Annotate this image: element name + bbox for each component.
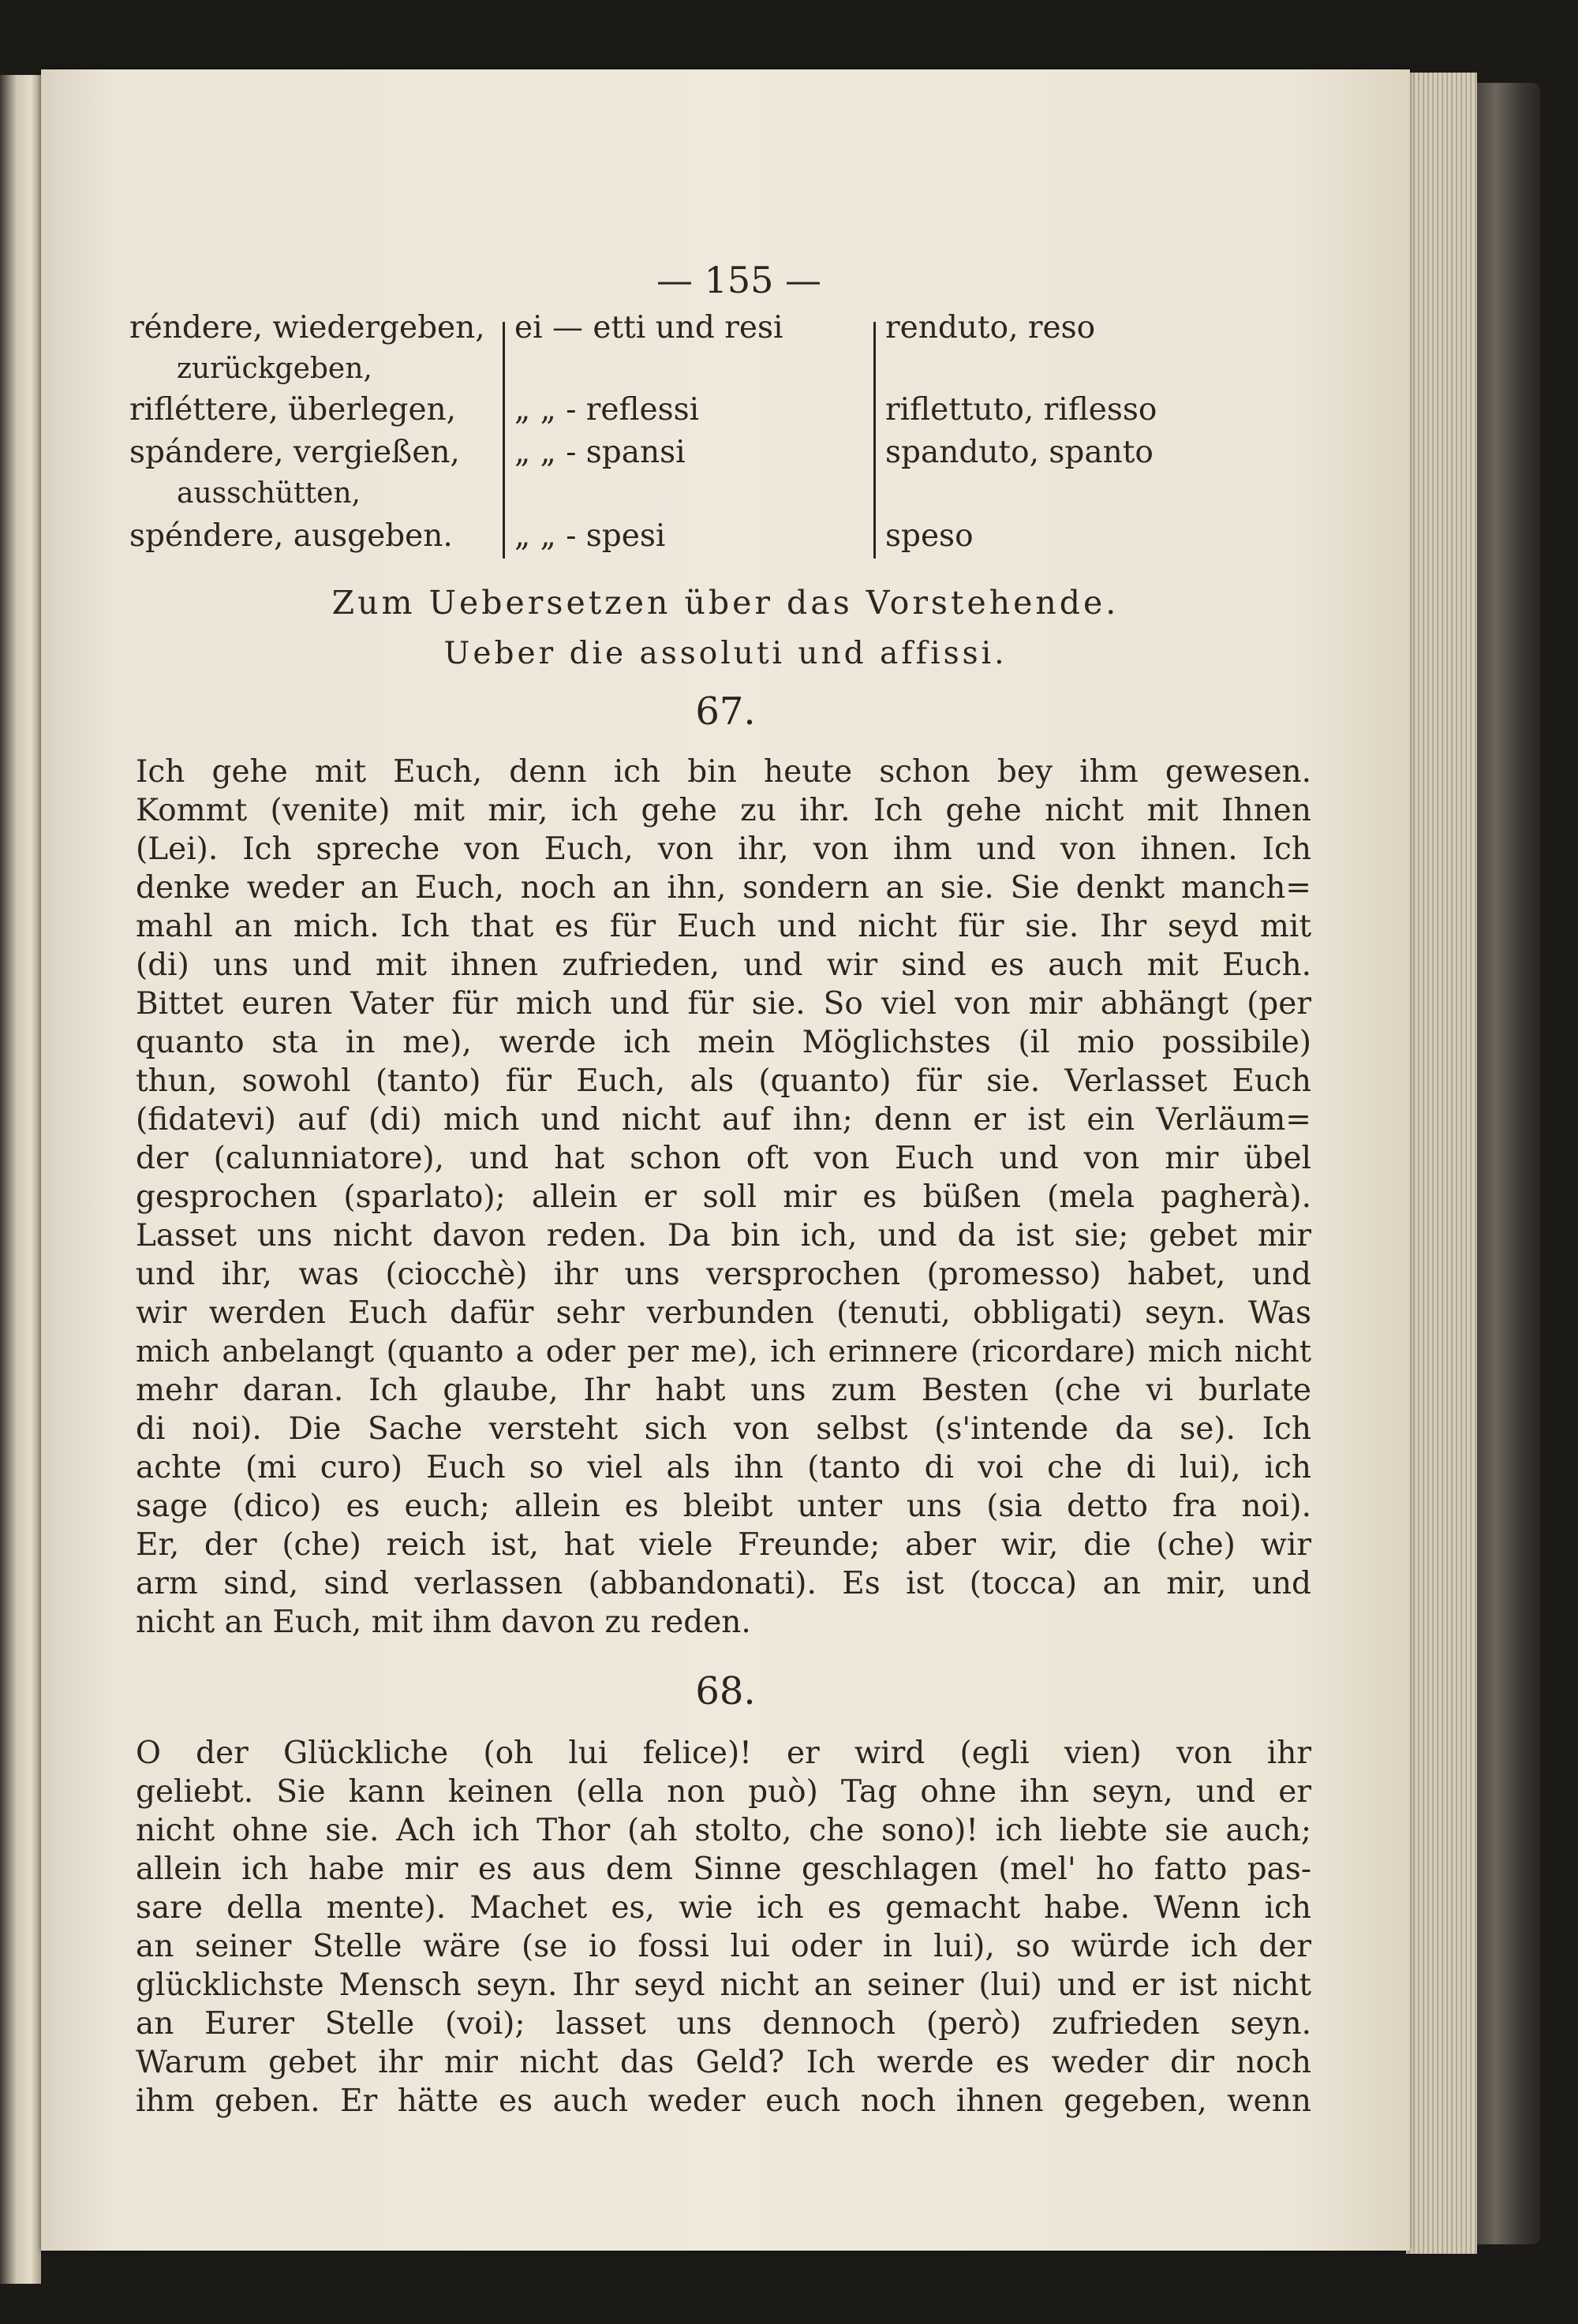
- text-line: geliebt. Sie kann keinen (ella non può) Tag ohne ihn seyn, und er: [136, 1774, 1311, 1810]
- table-col1-row5: ausschütten,: [177, 477, 361, 510]
- table-col3-row3: spanduto, spanto: [885, 435, 1154, 470]
- text-line: mehr daran. Ich glaube, Ihr habt uns zum Besten (che vi burlate: [136, 1373, 1311, 1408]
- table-col3-row2: riflettuto, riflesso: [885, 392, 1157, 428]
- table-col1-row3: rifléttere, überlegen,: [129, 392, 457, 428]
- text-line: quanto sta in me), werde ich mein Möglichstes (il mio possibile): [136, 1025, 1311, 1060]
- table-col3-row4: speso: [885, 518, 974, 554]
- heading-exercise: Zum Uebersetzen über das Vorstehende.: [331, 584, 1120, 622]
- text-line: Er, der (che) reich ist, hat viele Freunde; aber wir, die (che) wir: [136, 1527, 1311, 1563]
- text-line: Warum gebet ihr mir nicht das Geld? Ich werde es weder dir noch: [136, 2045, 1311, 2080]
- table-col2-row1: ei — etti und resi: [514, 310, 783, 346]
- text-line: Lasset uns nicht davon reden. Da bin ich, und da ist sie; gebet mir: [136, 1218, 1311, 1254]
- text-line: glücklichste Mensch seyn. Ihr seyd nicht an seiner (lui) und er ist nicht: [136, 1967, 1311, 2003]
- text-line: (fidatevi) auf (di) mich und nicht auf ihn; denn er ist ein Verläum=: [136, 1102, 1311, 1138]
- text-line: an Eurer Stelle (voi); lasset uns dennoch (però) zufrieden seyn.: [136, 2006, 1311, 2042]
- table-col2-row2: „ „ - reflessi: [514, 392, 700, 428]
- heading-subtitle: Ueber die assoluti und affissi.: [443, 636, 1008, 671]
- text-line: Kommt (venite) mit mir, ich gehe zu ihr. Ich gehe nicht mit Ihnen: [136, 793, 1311, 828]
- section-number-67: 67.: [695, 689, 756, 734]
- table-divider-1: [503, 322, 505, 559]
- text-line: der (calunniatore), und hat schon oft von Euch und von mir übel: [136, 1141, 1311, 1176]
- text-line: Ich gehe mit Euch, denn ich bin heute schon bey ihm gewesen.: [136, 754, 1311, 790]
- text-line: wir werden Euch dafür sehr verbunden (tenuti, obbligati) seyn. Was: [136, 1295, 1311, 1331]
- text-line: mich anbelangt (quanto a oder per me), ich erinnere (ricordare) mich nicht: [136, 1334, 1311, 1369]
- text-line: achte (mi curo) Euch so viel als ihn (tanto di voi che di lui), ich: [136, 1450, 1311, 1485]
- text-line: nicht an Euch, mit ihm davon zu reden.: [136, 1605, 751, 1640]
- table-col1-row2: zurückgeben,: [177, 353, 372, 385]
- text-line: nicht ohne sie. Ach ich Thor (ah stolto, che sono)! ich liebte sie auch;: [136, 1813, 1311, 1848]
- text-line: und ihr, was (ciocchè) ihr uns versprochen (promesso) habet, und: [136, 1257, 1311, 1292]
- text-line: sare della mente). Machet es, wie ich es gemacht habe. Wenn ich: [136, 1890, 1311, 1926]
- text-line: di noi). Die Sache versteht sich von selbst (s'intende da se). Ich: [136, 1411, 1311, 1447]
- text-line: an seiner Stelle wäre (se io fossi lui oder in lui), so würde ich der: [136, 1929, 1311, 1964]
- table-col3-row1: renduto, reso: [885, 310, 1096, 346]
- text-line: O der Glückliche (oh lui felice)! er wird (egli vien) von ihr: [136, 1736, 1311, 1771]
- text-line: Bittet euren Vater für mich und für sie. So viel von mir abhängt (per: [136, 986, 1311, 1022]
- table-col2-row3: „ „ - spansi: [514, 435, 686, 470]
- table-col2-row4: „ „ - spesi: [514, 518, 666, 554]
- facing-page-edge: [0, 75, 41, 2284]
- book-page: [41, 69, 1410, 2251]
- page-stack-edge: [1406, 73, 1477, 2254]
- text-line: mahl an mich. Ich that es für Euch und nicht für sie. Ihr seyd mit: [136, 909, 1311, 944]
- page-number: — 155 —: [656, 259, 822, 301]
- text-line: ihm geben. Er hätte es auch weder euch noch ihnen gegeben, wenn: [136, 2083, 1311, 2119]
- book-cover-edge: [1477, 83, 1540, 2244]
- table-col1-row6: spéndere, ausgeben.: [129, 518, 453, 554]
- text-line: denke weder an Euch, noch an ihn, sondern an sie. Sie denkt manch=: [136, 870, 1311, 906]
- text-line: arm sind, sind verlassen (abbandonati). Es ist (tocca) an mir, und: [136, 1566, 1311, 1601]
- text-line: sage (dico) es euch; allein es bleibt unter uns (sia detto fra noi).: [136, 1489, 1311, 1524]
- table-divider-2: [873, 322, 876, 559]
- text-line: gesprochen (sparlato); allein er soll mir es büßen (mela pagherà).: [136, 1179, 1311, 1215]
- text-line: (di) uns und mit ihnen zufrieden, und wir sind es auch mit Euch.: [136, 947, 1311, 983]
- section-number-68: 68.: [695, 1669, 756, 1713]
- table-col1-row4: spándere, vergießen,: [129, 435, 460, 470]
- text-line: thun, sowohl (tanto) für Euch, als (quanto) für sie. Verlasset Euch: [136, 1063, 1311, 1099]
- text-line: allein ich habe mir es aus dem Sinne geschlagen (mel' ho fatto pas-: [136, 1851, 1311, 1887]
- text-line: (Lei). Ich spreche von Euch, von ihr, von ihm und von ihnen. Ich: [136, 831, 1311, 867]
- table-col1-row1: réndere, wiedergeben,: [129, 310, 485, 346]
